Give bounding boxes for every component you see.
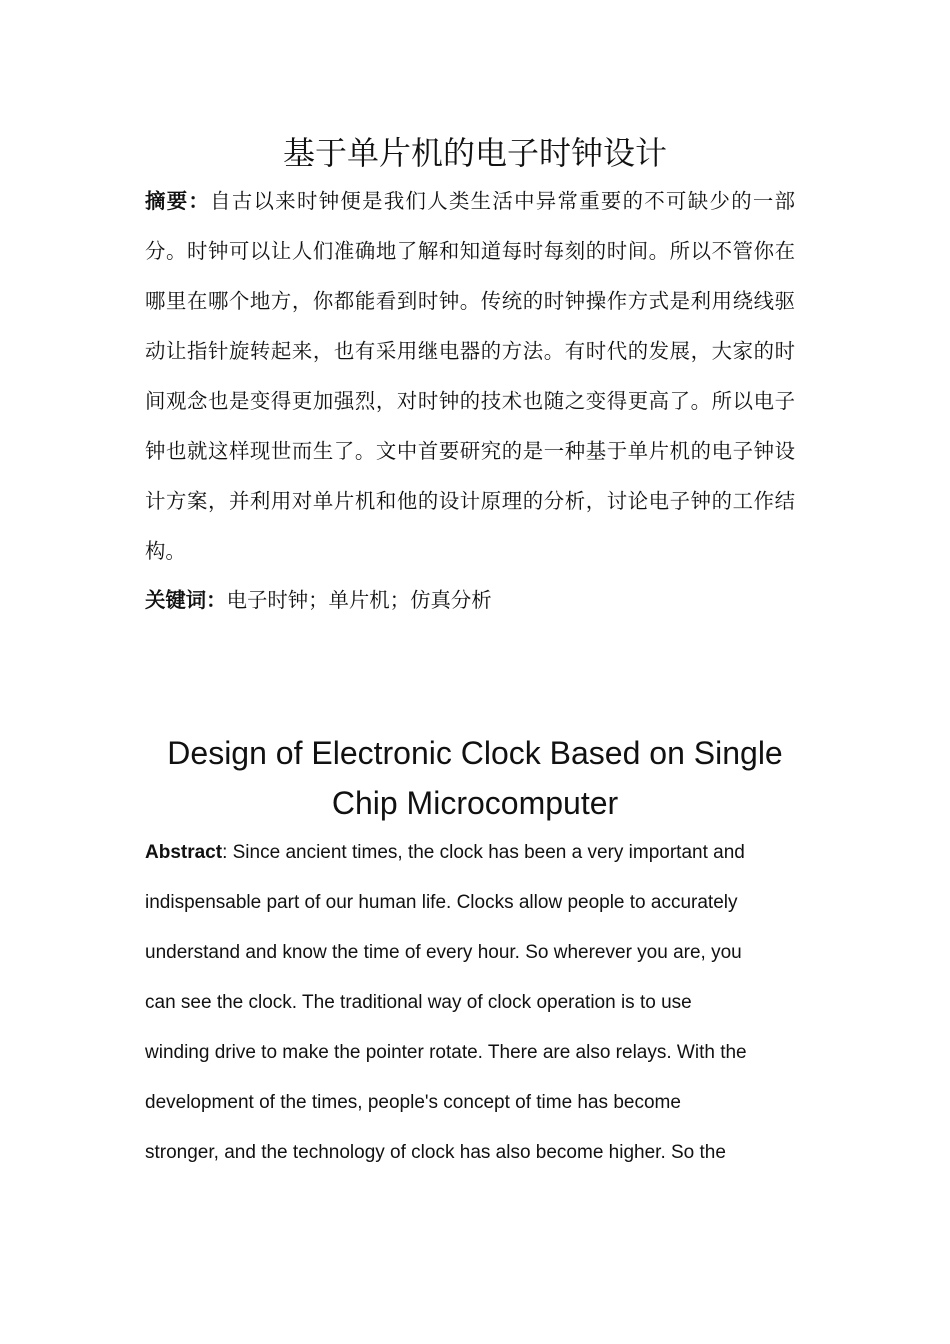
chinese-keywords-label: 关键词： — [145, 588, 227, 612]
english-abstract-line: indispensable part of our human life. Clocks allow people to accurately — [145, 892, 738, 913]
english-abstract-line: can see the clock. The traditional way of clock operation is to use — [145, 992, 692, 1013]
english-abstract-line: winding drive to make the pointer rotate. There are also relays. With the — [145, 1042, 747, 1063]
chinese-keywords-text: 电子时钟；单片机；仿真分析 — [226, 588, 492, 612]
english-title-line: Design of Electronic Clock Based on Single — [167, 735, 783, 771]
english-title-line: Chip Microcomputer — [331, 785, 619, 821]
chinese-title: 基于单片机的电子时钟设计 — [282, 134, 667, 172]
english-abstract-first-line: : Since ancient times, the clock has been a very important and — [222, 842, 745, 863]
english-abstract-line: development of the times, people's concept of time has become — [145, 1092, 681, 1113]
english-abstract-line: understand and know the time of every hour. So wherever you are, you — [145, 942, 742, 963]
chinese-keywords — [145, 575, 795, 625]
chinese-abstract-label: 摘要： — [145, 189, 211, 213]
english-abstract — [145, 828, 805, 1178]
english-title — [0, 728, 950, 828]
english-abstract-line — [145, 828, 805, 878]
english-abstract-label: Abstract — [145, 842, 223, 863]
chinese-abstract-text: 自古以来时钟便是我们人类生活中异常重要的不可缺少的一部分。时钟可以让人们准确地了解和知道每时每刻的时间。所以不管你在哪里在哪个地方，你都能看到时钟。传统的时钟操作方式是利用绕线驱动让指针旋转起来，也有采用继电器的方法。有时代的发展，大家的时间观念也是变得更加强烈，对时钟的技术也随之变得更高了。所以电子钟也就这样现世而生了。文中首要研究的是一种基于单片机的电子钟设计方案，并利用对单片机和他的设计原理的分析，讨论电子钟的工作结构。 — [145, 189, 796, 563]
chinese-abstract — [145, 176, 795, 576]
english-abstract-line: stronger, and the technology of clock has also become higher. So the — [145, 1142, 726, 1163]
